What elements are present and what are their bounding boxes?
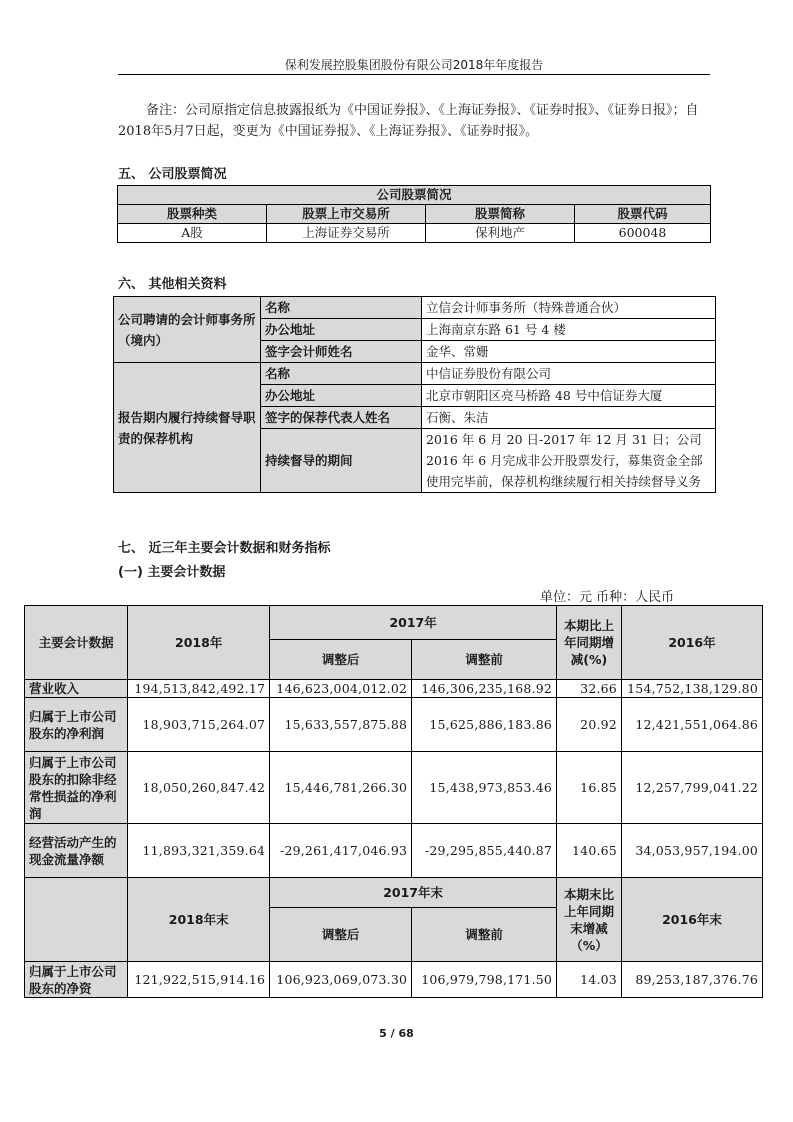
page-header-title: 保利发展控股集团股份有限公司2018年年度报告 [284,58,544,72]
row-key: 持续督导的期间 [261,429,422,493]
row-key: 签字会计师姓名 [261,341,422,363]
value-2017-original: 146,306,235,168.92 [412,680,557,698]
row-value: 中信证券股份有限公司 [422,363,716,385]
stock-code: 600048 [575,224,711,243]
row-label: 营业收入 [25,680,128,698]
table-row [25,824,763,878]
col-header: 本期比上年同期增减(%) [557,606,622,680]
note-paragraph: 备注：公司原指定信息披露报纸为《中国证券报》、《上海证券报》、《证券时报》、《证券日报》；自2018年5月7日起，变更为《中国证券报》、《上海证券报》、《证券时报》。 [118,103,699,139]
value-change-pct: 32.66 [557,680,622,698]
auditor-label: 公司聘请的会计师事务所（境内） [114,297,261,363]
value-2017-original: 15,625,886,183.86 [412,698,557,752]
other-info-table [113,296,716,493]
value-change-pct: 20.92 [557,698,622,752]
row-value: 2016 年 6 月 20 日-2017 年 12 月 31 日；公司 2016 年 6 月完成非公开股票发行，募集资金全部使用完毕前，保荐机构继续履行相关持续督导义务 [422,429,716,493]
col-header: 调整前 [412,908,557,962]
stock-type: A股 [118,224,267,243]
value-2018: 194,513,842,492.17 [128,680,270,698]
value-2016: 34,053,957,194.00 [621,824,762,878]
col-header: 股票种类 [118,205,267,224]
table-row [25,962,763,998]
value-2017-original: 15,438,973,853.46 [412,752,557,824]
value-2017-end-original: 106,979,798,171.50 [412,962,557,998]
value-2018: 11,893,321,359.64 [128,824,270,878]
section6-heading: 六、 其他相关资料 [118,277,227,292]
unit-currency-note: 单位：元 币种：人民币 [540,590,675,605]
row-key: 名称 [261,297,422,319]
col-header: 股票简称 [426,205,575,224]
value-2016: 154,752,138,129.80 [621,680,762,698]
col-header: 主要会计数据 [25,606,128,680]
col-header: 调整后 [270,640,412,680]
col-header [25,878,128,962]
stock-table-title: 公司股票简况 [118,186,711,205]
stock-info-table [117,185,711,243]
row-key: 办公地址 [261,319,422,341]
row-value: 立信会计师事务所（特殊普通合伙） [422,297,716,319]
row-key: 签字的保荐代表人姓名 [261,407,422,429]
value-2017-original: -29,295,855,440.87 [412,824,557,878]
row-label: 归属于上市公司股东的扣除非经常性损益的净利润 [25,752,128,824]
col-header: 2018年末 [128,878,270,962]
section5-heading: 五、 公司股票简况 [118,167,227,182]
row-key: 名称 [261,363,422,385]
table-row [25,680,763,698]
value-2017-adjusted: 15,633,557,875.88 [270,698,412,752]
row-label: 归属于上市公司股东的净利润 [25,698,128,752]
value-2017-end-adjusted: 106,923,069,073.30 [270,962,412,998]
col-header: 2016年末 [621,878,762,962]
value-2016: 12,257,799,041.22 [621,752,762,824]
value-2016: 12,421,551,064.86 [621,698,762,752]
sponsor-label: 报告期内履行持续督导职责的保荐机构 [114,363,261,493]
value-2016-end: 89,253,187,376.76 [621,962,762,998]
col-group-header: 2017年末 [270,878,557,908]
header-divider [118,74,710,75]
col-header: 股票上市交易所 [267,205,426,224]
col-header: 调整前 [412,640,557,680]
page-number: 5 / 68 [379,1027,414,1040]
col-header: 2016年 [621,606,762,680]
value-2018-end: 121,922,515,914.16 [128,962,270,998]
row-label: 经营活动产生的现金流量净额 [25,824,128,878]
col-header: 2018年 [128,606,270,680]
row-label: 归属于上市公司股东的净资 [25,962,128,998]
value-2018: 18,050,260,847.42 [128,752,270,824]
row-value: 北京市朝阳区亮马桥路 48 号中信证券大厦 [422,385,716,407]
value-2017-adjusted: 15,446,781,266.30 [270,752,412,824]
section7-subheading: (一) 主要会计数据 [118,565,226,580]
col-header: 本期末比上年同期末增减（%） [557,878,622,962]
section7-heading: 七、 近三年主要会计数据和财务指标 [118,541,331,556]
key-accounting-data-table [24,605,763,998]
table-row [25,698,763,752]
row-value: 金华、常姗 [422,341,716,363]
value-change-pct: 16.85 [557,752,622,824]
value-change-pct: 14.03 [557,962,622,998]
col-header: 调整后 [270,908,412,962]
row-value: 石衡、朱洁 [422,407,716,429]
row-key: 办公地址 [261,385,422,407]
stock-short-name: 保利地产 [426,224,575,243]
row-value: 上海南京东路 61 号 4 楼 [422,319,716,341]
stock-exchange: 上海证券交易所 [267,224,426,243]
value-2017-adjusted: 146,623,004,012.02 [270,680,412,698]
col-header: 股票代码 [575,205,711,224]
value-change-pct: 140.65 [557,824,622,878]
table-row [25,752,763,824]
col-group-header: 2017年 [270,606,557,640]
value-2018: 18,903,715,264.07 [128,698,270,752]
value-2017-adjusted: -29,261,417,046.93 [270,824,412,878]
